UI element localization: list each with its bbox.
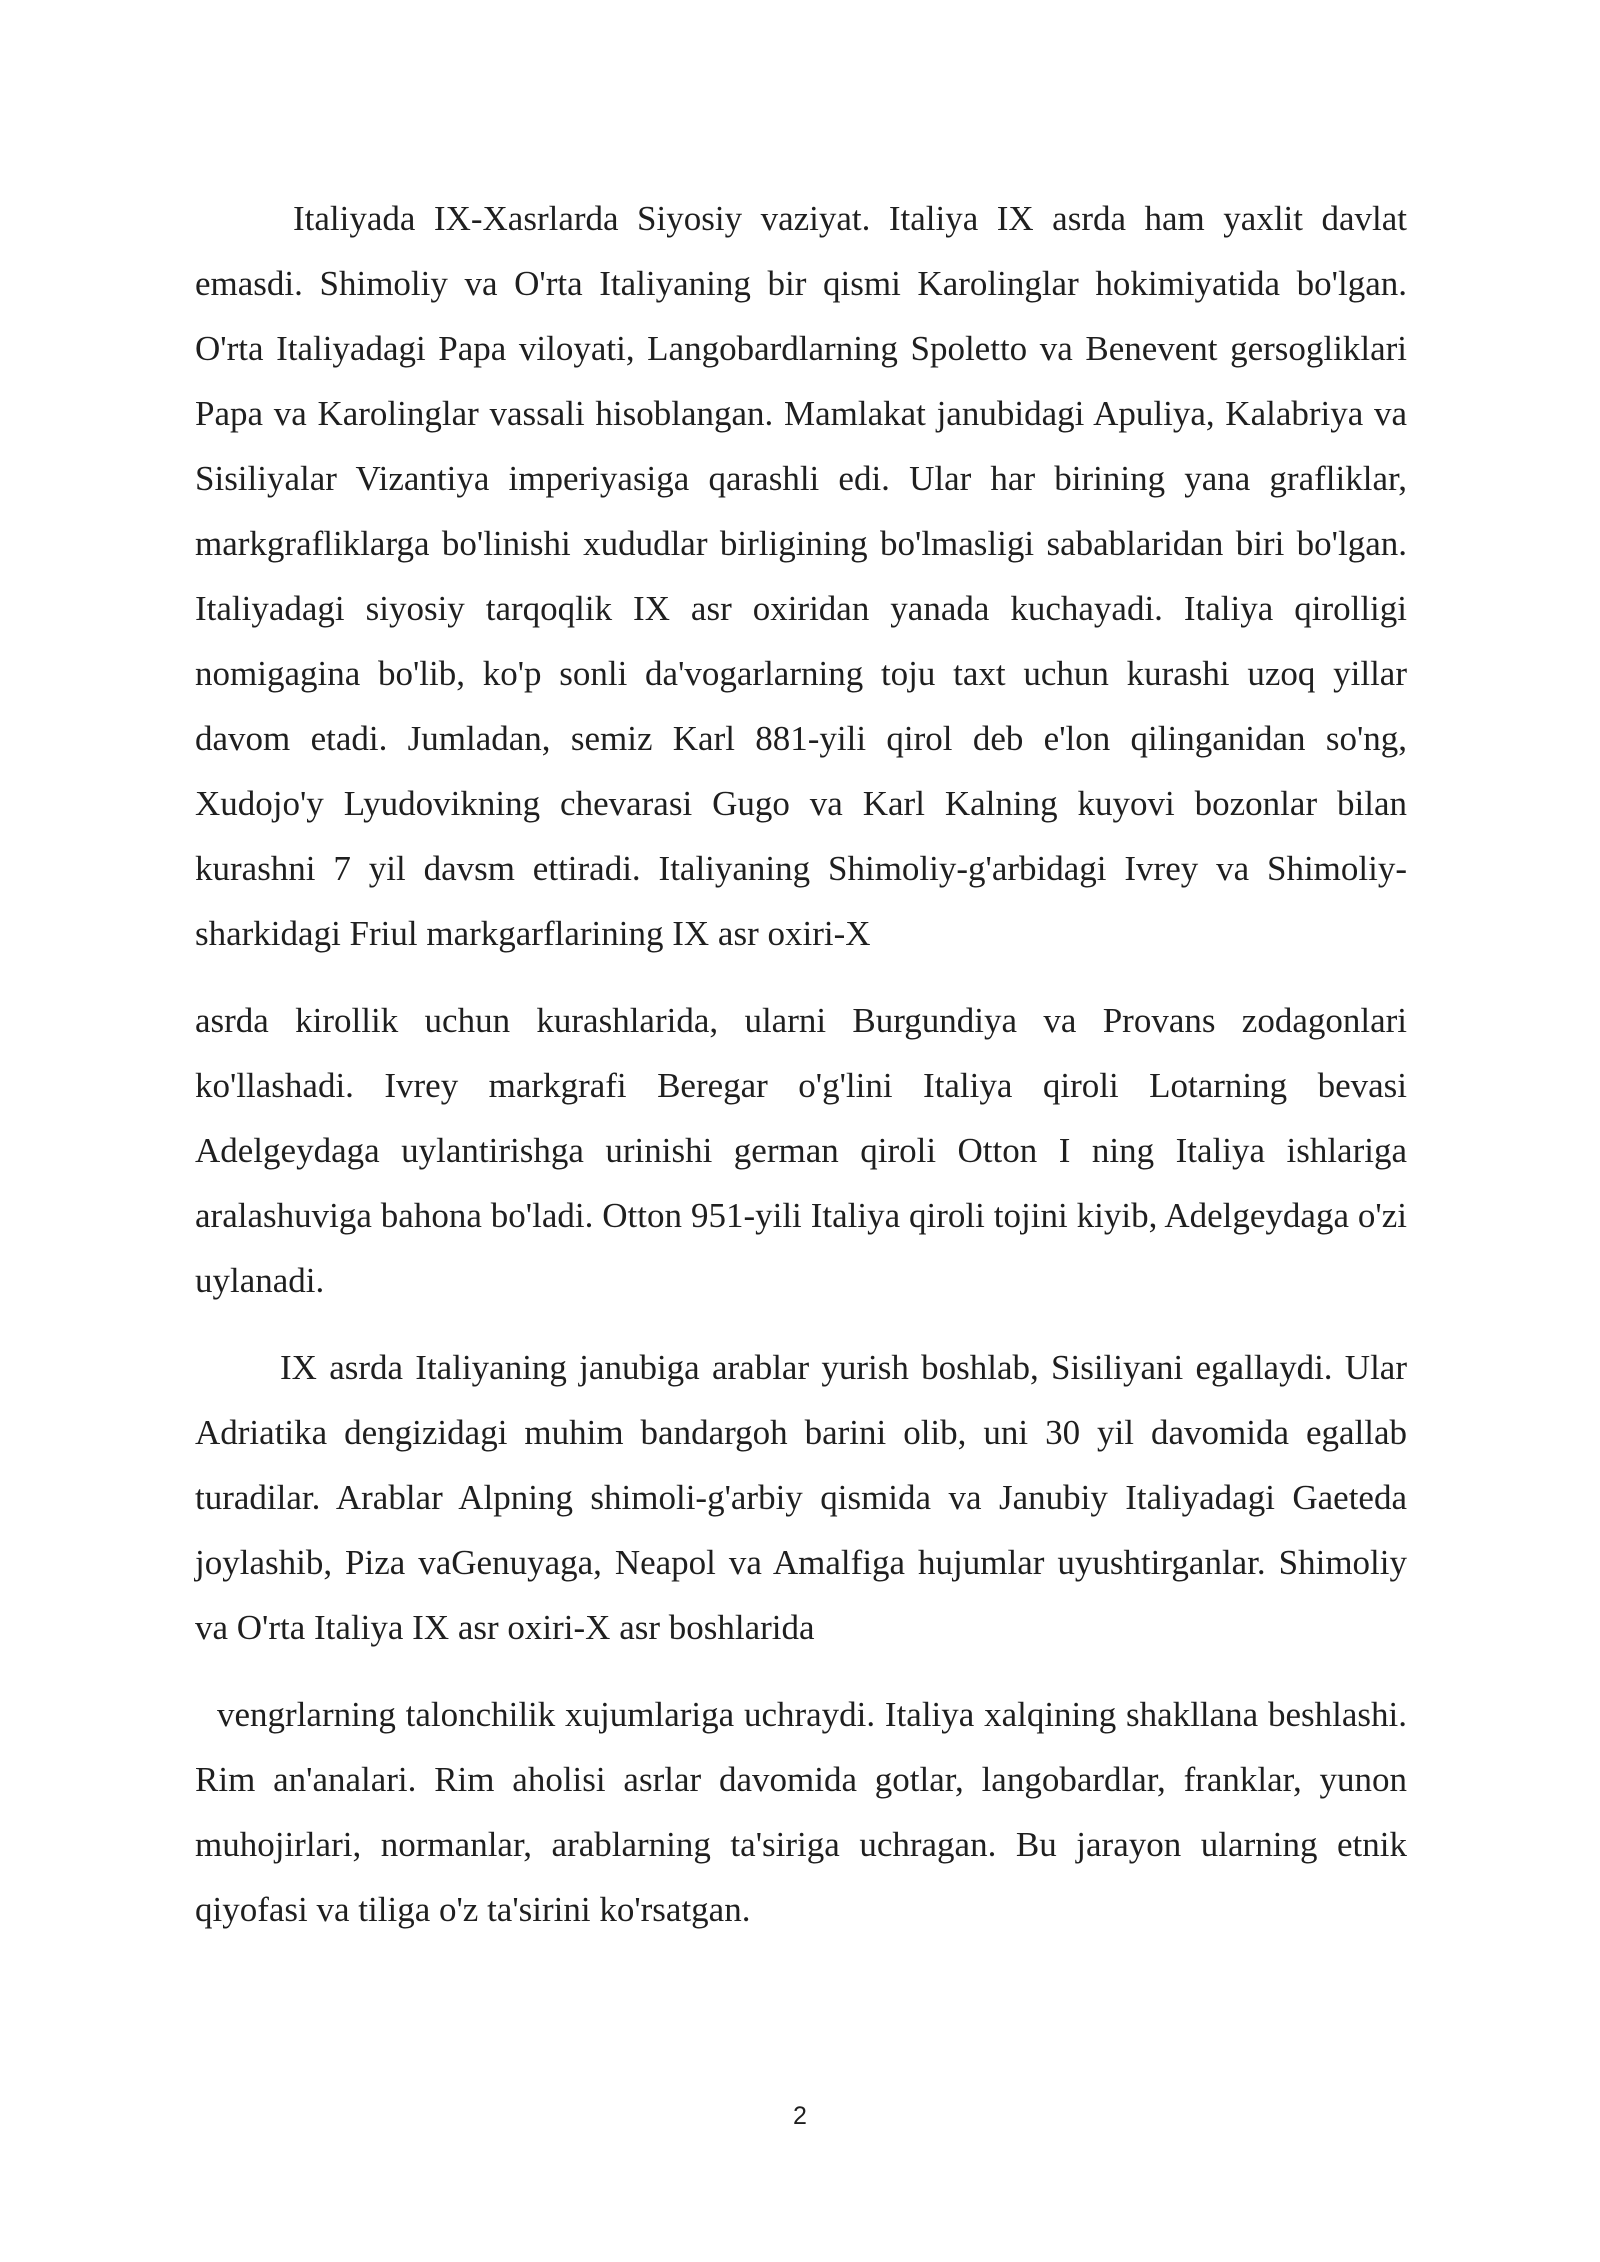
paragraph-arab-invasion: IX asrda Italiyaning janubiga arablar yurish boshlab, Sisiliyani egallaydi. Ular Adriatika dengizidagi muhim bandargoh barini olib, uni 30 yil davomida egallab turadilar. Arablar Alpning shimoli-g'arbiy qismida va Janubiy Italiyadagi Gaeteda joylashib, Piza vaGenuyaga, Neapol va Amalfiga hujumlar uyushtirganlar. Shimoliy va O'rta Italiya IX asr oxiri-X asr boshlarida bbox=[195, 1348, 1407, 1647]
paragraph-political-situation: Italiyada IX-Xasrlarda Siyosiy vaziyat. Italiya IX asrda ham yaxlit davlat emasdi. Shimoliy va O'rta Italiyaning bir qismi Karolinglar hokimiyatida bo'lgan. O'rta Italiyadagi Papa viloyati, Langobardlarning Spoletto va Benevent gersogliklari Papa va Karolinglar vassali hisoblangan. Mamlakat janubidagi Apuliya, Kalabriya va Sisiliyalar Vizantiya imperiyasiga qarashli edi. Ular har birining yana grafliklar, markgrafliklarga bo'linishi xududlar birligining bo'lmasligi sabablaridan biri bo'lgan. Italiyadagi siyosiy tarqoqlik IX asr oxiridan yanada kuchayadi. Italiya qirolligi nomigagina bo'lib, ko'p sonli da'vogarlarning toju taxt uchun kurashi uzoq yillar davom etadi. Jumladan, semiz Karl 881-yili qirol deb e'lon qilinganidan so'ng, Xudojo'y Lyudovikning chevarasi Gugo va Karl Kalning kuyovi bozonlar bilan kurashni 7 yil davsm ettiradi. Italiyaning Shimoliy-g'arbidagi Ivrey va Shimoliy-sharkidagi Friul markgarflarining IX asr oxiri-X bbox=[195, 199, 1407, 953]
document-body bbox=[195, 186, 1407, 1942]
paragraph-rome-traditions: vengrlarning talonchilik xujumlariga uchraydi. Italiya xalqining shakllana beshlashi. Rim an'analari. Rim aholisi asrlar davomida gotlar, langobardlar, franklar, yunon muhojirlari, normanlar, arablarning ta'siriga uchragan. Bu jarayon ularning etnik qiyofasi va tiliga o'z ta'sirini ko'rsatgan. bbox=[195, 1695, 1407, 1929]
page-number: 2 bbox=[793, 2102, 807, 2130]
paragraph-succession-struggle: asrda kirollik uchun kurashlarida, ularni Burgundiya va Provans zodagonlari ko'llashadi. Ivrey markgrafi Beregar o'g'lini Italiya qiroli Lotarning bevasi Adelgeydaga uylantirishga urinishi german qiroli Otton I ning Italiya ishlariga aralashuviga bahona bo'ladi. Otton 951-yili Italiya qiroli tojini kiyib, Adelgeydaga o'zi uylanadi. bbox=[195, 1001, 1407, 1300]
